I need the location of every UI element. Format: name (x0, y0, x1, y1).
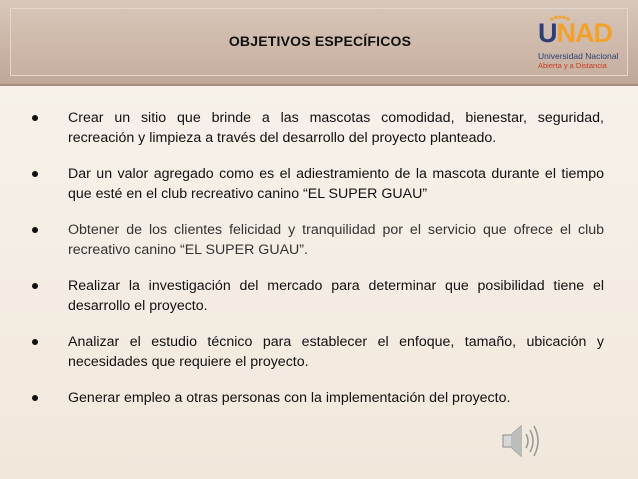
bullet-icon (32, 115, 38, 121)
page-title: OBJETIVOS ESPECÍFICOS (228, 33, 412, 49)
list-item (28, 164, 604, 204)
list-item (28, 332, 604, 372)
logo-word-nad: NAD (556, 18, 612, 48)
list-item-text: Analizar el estudio técnico para establecer el enfoque, tamaño, ubicación y necesidades que requiere el proyecto. (68, 334, 604, 370)
list-item (28, 388, 604, 408)
logo-wordmark (538, 18, 612, 48)
bullet-icon (32, 283, 38, 289)
unad-logo (536, 14, 632, 72)
list-item-text: Realizar la investigación del mercado para determinar que posibilidad tiene el desarrollo el proyecto. (68, 278, 604, 314)
bullet-icon (32, 395, 38, 401)
logo-line-1: Universidad Nacional (538, 51, 619, 61)
bullet-icon (32, 171, 38, 177)
logo-line-2: Abierta y a Distancia (538, 61, 607, 70)
bullet-icon (32, 339, 38, 345)
list-item-text: Dar un valor agregado como es el adiestramiento de la mascota durante el tiempo que esté en el club recreativo canino “EL SUPER GUAU” (68, 166, 604, 202)
objectives-list (28, 108, 604, 424)
logo-word-u: U (538, 18, 557, 48)
speaker-icon[interactable] (499, 418, 543, 464)
list-item-text: Generar empleo a otras personas con la implementación del proyecto. (68, 390, 511, 406)
slide-header (0, 0, 638, 86)
list-item (28, 220, 604, 260)
list-item (28, 108, 604, 148)
list-item-text: Obtener de los clientes felicidad y tranquilidad por el servicio que ofrece el club recreativo canino “EL SUPER GUAU”. (68, 222, 604, 258)
list-item (28, 276, 604, 316)
bullet-icon (32, 227, 38, 233)
list-item-text: Crear un sitio que brinde a las mascotas comodidad, bienestar, seguridad, recreación y limpieza a través del desarrollo del proyecto planteado. (68, 110, 604, 146)
